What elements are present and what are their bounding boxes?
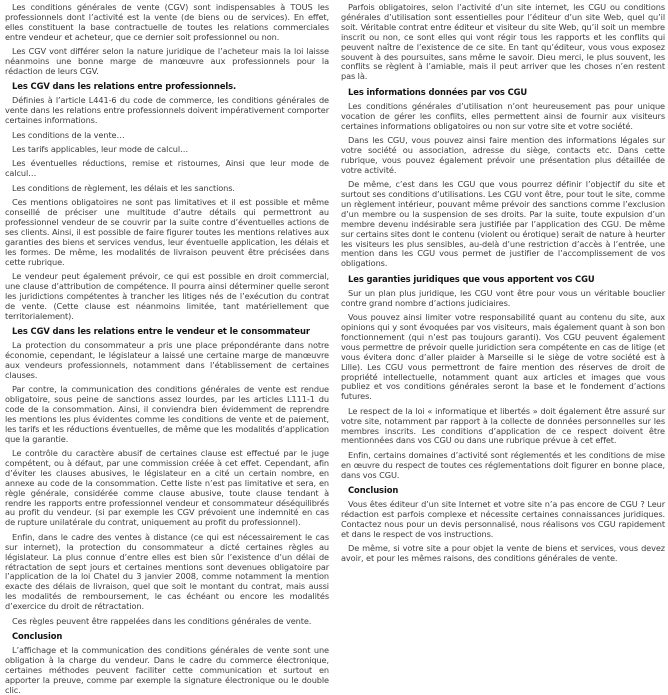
paragraph: Les éventuelles réductions, remise et ristournes, Ainsi que leur mode de calcul… (5, 158, 329, 179)
paragraph: Les conditions générales d’utilisation n’ont heureusement pas pour unique vocation de gérer les conflits, elles permettent ainsi de fournir aux visiteurs certaines informations obligatoires ou non sur votre site et votre société. (341, 100, 665, 131)
section-heading: Les garanties juridiques que vous apportent vos CGU (348, 273, 595, 284)
paragraph: L’affichage et la communication des conditions générales de vente sont une obligation à la charge du vendeur. Dans le cadre du commerce électronique, certaines méthodes peuvent faciliter cette communication et surtout en apporter la preuve, comme par exemple la signature électronique ou le double clic. (5, 644, 329, 695)
paragraph: Vous pouvez ainsi limiter votre responsabilité quant au contenu du site, aux opinions qui y sont évoquées par vos visiteurs, mais également quant à son bon fonctionnement (qui n’est pas toujours garanti). Vos CGU peuvent également vous permettre de prévoir quelle juridiction sera compétente en cas de litige (et vous évitera donc d’aller plaider à Marseille si le siège de votre société est à Lille). Les CGU vous permettront de faire mention des réserves de droit de propriété intellectuelle, notamment quant aux articles et images que vous publiez et vos conditions générales seront la base et le fondement d’actions futures. (341, 312, 665, 402)
section-heading: Les CGV dans les relations entre le vendeur et le consommateur (12, 325, 310, 336)
paragraph: Ces mentions obligatoires ne sont pas limitatives et il est possible et même conseillé de préciser une multitude d’autre détails qui permettront au professionnel vendeur de se couvrir par la suite contre d’éventuelles actions de ses clients. Ainsi, il est possible de faire figurer toutes les mentions relatives aux garanties des biens et services vendus, leur éventuelle application, les délais et les formes. De même, les modalités de livraison peuvent être précisées dans cette rubrique. (5, 197, 329, 267)
left-column-cgv-article (5, 2, 329, 695)
paragraph: Ces règles peuvent être rappelées dans les conditions générales de vente. (12, 615, 312, 626)
paragraph: Les CGV vont différer selon la nature juridique de l’acheteur mais la loi laisse néanmoins une bonne marge de manœuvre aux professionnels pour la rédaction de leurs CGV. (5, 46, 329, 76)
section-heading: Conclusion (348, 485, 399, 496)
paragraph: Dans les CGU, vous pouvez ainsi faire mention des informations légales sur votre société ou association, adresse du siège, contacts etc. Dans cette rubrique, vous pouvez également prévoir une présentation plus détaillée de votre activité. (341, 134, 665, 175)
paragraph: Le contrôle du caractère abusif de certaines clause est effectué par le juge compétent, ou à défaut, par une commission créée à cet effet. Cependant, afin d’éviter les clauses abusives, le législateur en a cité un certain nombre, en annexe au code de la consommation. Cette liste n’est pas limitative et sera, en règle générale, considérée comme clause abusive, toute clause tendant à rendre les rapports entre professionnel vendeur et consommateur déséquilibrés au profit du vendeur. (si par exemple les CGV prévoient une indemnité en cas de rupture unilatérale du contrat, uniquement au profit du professionnel). (5, 448, 329, 528)
paragraph: De même, si votre site a pour objet la vente de biens et services, vous devez avoir, et pour les mêmes raisons, des conditions générales de vente. (341, 543, 665, 564)
paragraph: Vous êtes éditeur d’un site Internet et votre site n’a pas encore de CGU ? Leur rédaction est parfois complexe et nécessite certaines connaissances juridiques. Contactez nous pour un devis personnalisé, nous réalisons vos CGU rapidement et dans le respect de vos instructions. (341, 499, 665, 539)
paragraph: Sur un plan plus juridique, les CGU vont être pour vous un véritable bouclier contre grand nombre d’actions judiciaires. (341, 287, 665, 308)
paragraph: Les conditions de règlement, les délais et les sanctions. (12, 182, 235, 193)
paragraph: La protection du consommateur a pris une place prépondérante dans notre économie, cependant, le législateur a laissé une certaine marge de manœuvre aux vendeurs professionnels, notamment dans l’établissement de certaines clauses. (5, 339, 329, 380)
paragraph: Définies à l’article L441-6 du code de commerce, les conditions générales de vente dans les relations entre professionnels doivent impérativement comporter certaines informations. (5, 95, 329, 126)
paragraph: Par contre, la communication des conditions générales de vente est rendue obligatoire, sous peine de sanctions assez lourdes, par les articles L111-1 du code de la consommation. Ainsi, il conviendra bien évidemment de reprendre les mentions les plus évidentes comme les conditions de vente et de paiement, les tarifs et les réductions éventuelles, de même que les modalités d’application que la garantie. (5, 384, 329, 444)
paragraph: Le vendeur peut également prévoir, ce qui est possible en droit commercial, une clause d’attribution de compétence. Il pourra ainsi déterminer quelle seront les juridictions compétentes à trancher les litiges nés de l’exécution du contrat de vente. (Cette clause est néanmoins limitée, tant matériellement que territorialement). (5, 270, 329, 321)
section-heading: Conclusion (12, 630, 63, 641)
paragraph: Enfin, dans le cadre des ventes à distance (ce qui est nécessairement le cas sur internet), la protection du consommateur a dicté certaines règles au législateur. La plus connue d’entre elles est bien sûr l’existence d’un délai de rétractation de sept jours et certaines mentions sont devenues obligatoire par l’application de la loi Chatel du 3 janvier 2008, comme notamment la mention exacte des délais de livraison, quel que soit le montant du contrat, mais aussi les modalités de remboursement, le cas échéant ou encore les modalités d’exercice du droit de rétractation. (5, 531, 329, 612)
section-heading: Les CGV dans les relations entre professionnels. (12, 81, 237, 92)
paragraph: Les conditions générales de vente (CGV) sont indispensables à TOUS les professionnels dont l’activité est la vente (de biens ou de services). En effet, elles constituent la base contractuelle de toutes les relations commerciales entre vendeur et acheteur, que ce dernier soit professionnel ou non. (5, 2, 329, 42)
paragraph: Le respect de la loi « informatique et libertés » doit également être assuré sur votre site, notamment par rapport à la collecte de données personnelles sur les membres inscrits. Les conditions d’application de ce respect doivent être mentionnées dans vos CGU ou dans une rubrique prévue à cet effet. (341, 405, 665, 446)
section-heading: Les informations données par vos CGU (348, 86, 528, 97)
paragraph: Enfin, certains domaines d’activité sont réglementés et les conditions de mise en œuvre du respect de toutes ces réglementations doit figurer en bonne place, dans vos CGU. (341, 449, 665, 480)
paragraph: De même, c’est dans les CGU que vous pourrez définir l’objectif du site et surtout ses conditions d’utilisations. Les CGU vont être, pour tout le site, comme un règlement intérieur, pouvant même prévoir des sanctions comme l’exclusion d’un membre ou la suspension de ses droits. Par la suite, toute expulsion d’un membre devenu indésirable sera justifiée par l’application des CGU. De même sur certains sites dont le contenu (violent ou érotique) serait de nature à heurter les visiteurs les plus sensibles, au-delà d’une restriction d’accès à l’entrée, une mention dans les CGU vous permet de justifier de l’accomplissement de vos obligations. (341, 179, 665, 269)
right-column-cgu-article (341, 3, 665, 579)
paragraph: Les tarifs applicables, leur mode de calcul… (12, 143, 189, 154)
paragraph: Parfois obligatoires, selon l’activité d’un site internet, les CGU ou conditions générales d’utilisation sont essentielles pour l’éditeur d’un site Web, quel qu’il soit. Véritable contrat entre éditeur et visiteur du site Web, qu’il soit un membre inscrit ou non, ce sont elles qui vont régir tous les rapports et les conflits qui peuvent naître de l’existence de ce site. En tant qu’éditeur, vous vous exposez souvent à des poursuites, sans même le savoir. Dieu merci, le plus souvent, les conflits se règlent à l’amiable, mais il peut arriver que les choses n’en restent pas là. (341, 2, 665, 82)
paragraph: Les conditions de la vente… (12, 129, 125, 140)
